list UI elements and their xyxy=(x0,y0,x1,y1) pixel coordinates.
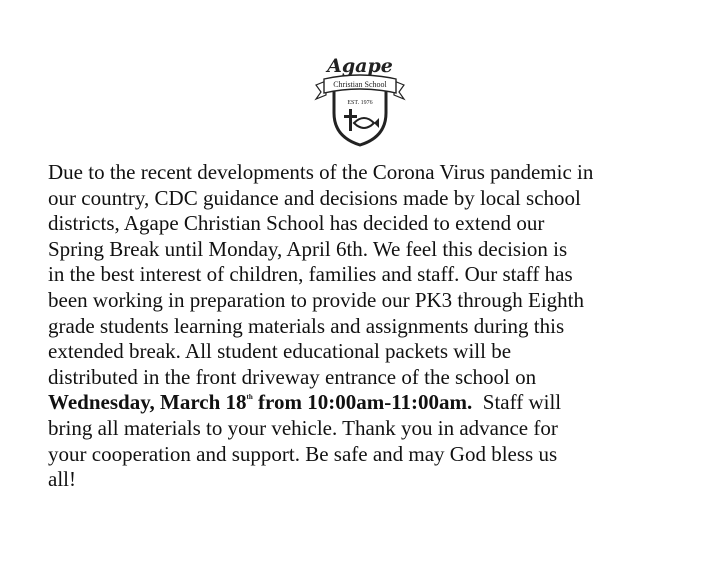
logo-name-text: Agape xyxy=(327,55,393,77)
logo-established-text: EST. 1976 xyxy=(347,100,373,106)
notice-line: in the best interest of children, families and staff. Our staff has xyxy=(48,262,573,287)
pickup-time: from 10:00am-11:00am. xyxy=(252,390,473,415)
school-logo xyxy=(312,55,408,147)
notice-line: Spring Break until Monday, April 6th. We feel this decision is xyxy=(48,236,568,261)
notice-line: bring all materials to your vehicle. Thank you in advance for xyxy=(48,415,558,440)
notice-line: Due to the recent developments of the Corona Virus pandemic in xyxy=(48,160,594,184)
pickup-date: Wednesday, March 18 xyxy=(48,390,247,415)
pickup-date-suffix: th xyxy=(246,393,253,402)
shield-crest-icon xyxy=(312,55,408,147)
notice-line: extended break. All student educational packets will be xyxy=(48,339,512,364)
notice-line: been working in preparation to provide our PK3 through Eighth xyxy=(48,287,584,312)
notice-line: our country, CDC guidance and decisions made by local school xyxy=(48,185,581,210)
notice-line: all! xyxy=(48,467,76,492)
notice-line: grade students learning materials and assignments during this xyxy=(48,313,565,338)
announcement-text xyxy=(48,160,698,493)
notice-line-tail: Staff will xyxy=(472,390,562,415)
logo-banner-text: Christian School xyxy=(333,80,387,89)
notice-line: your cooperation and support. Be safe and may God bless us xyxy=(48,441,558,466)
notice-date-line xyxy=(48,390,698,416)
notice-line: districts, Agape Christian School has decided to extend our xyxy=(48,211,545,236)
notice-line: distributed in the front driveway entrance of the school on xyxy=(48,364,537,389)
